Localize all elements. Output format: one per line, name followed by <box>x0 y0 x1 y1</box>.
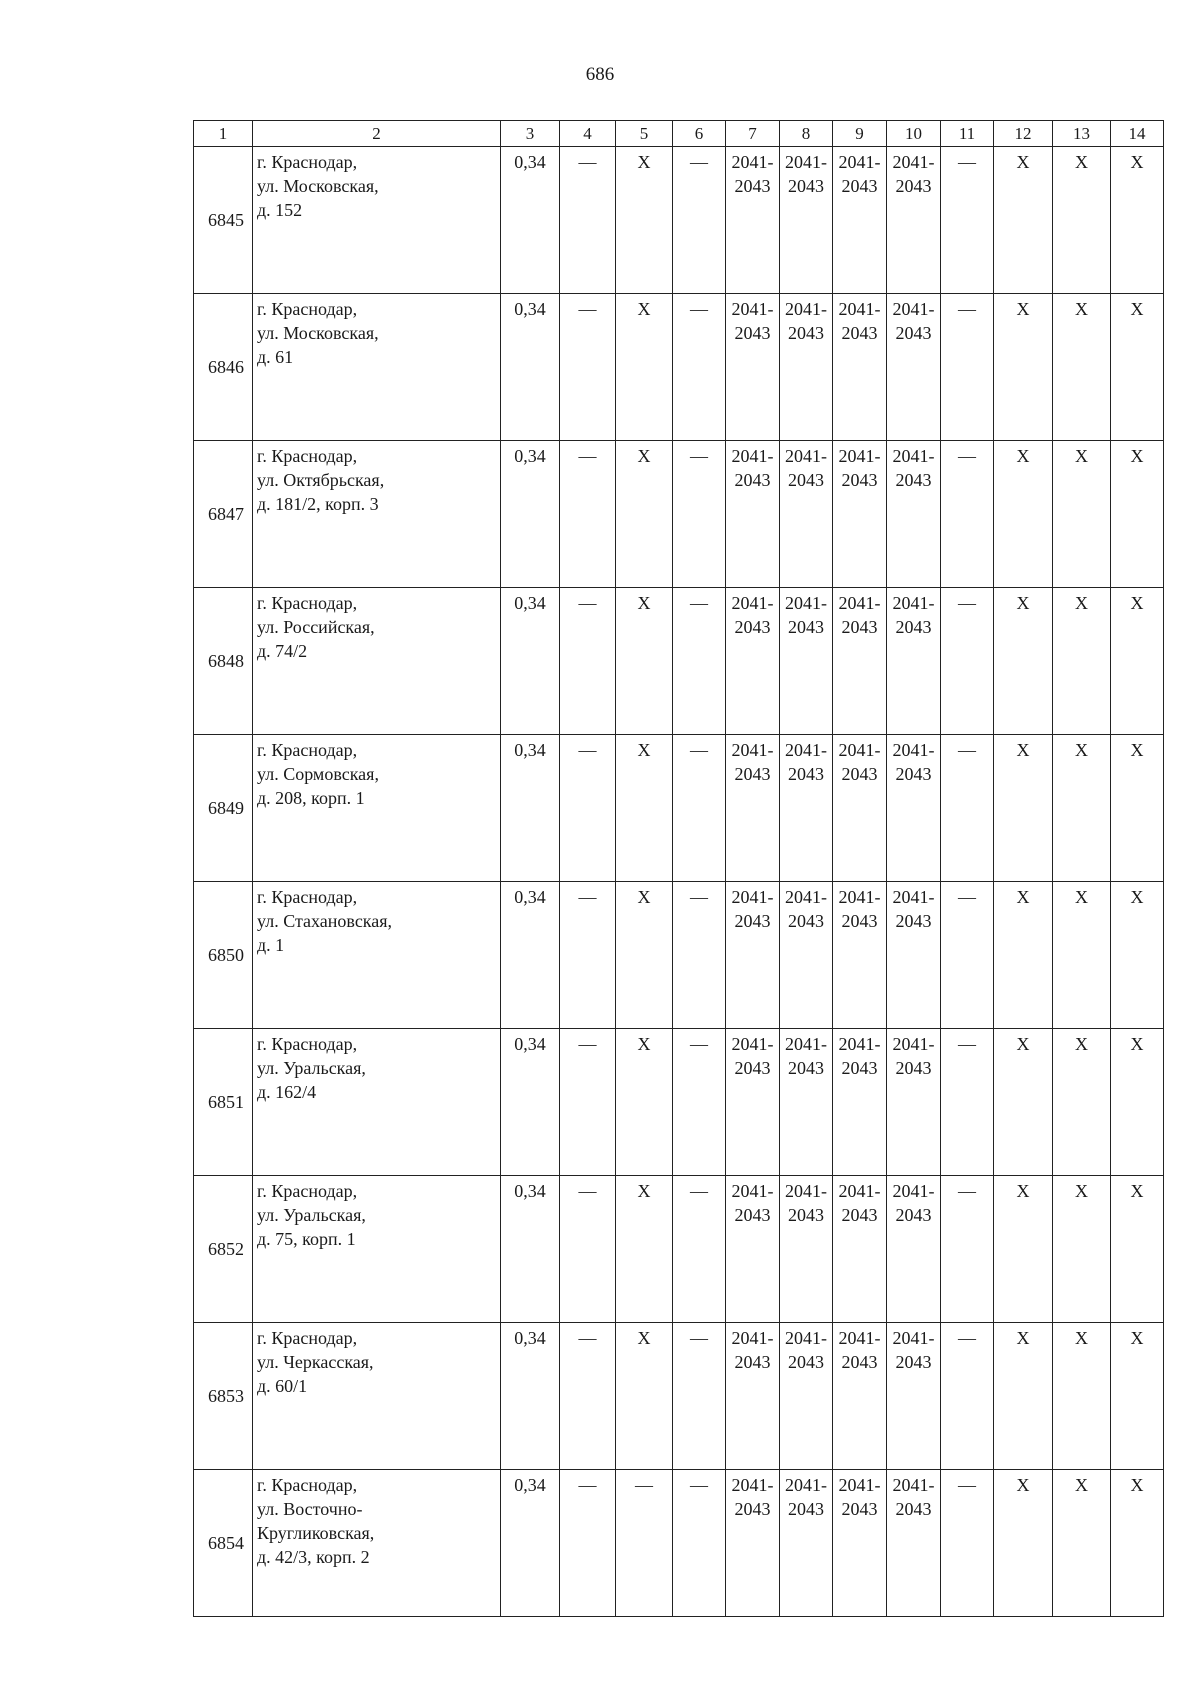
row-number-cell: 6854 <box>194 1470 253 1617</box>
year-start: 2041- <box>731 887 774 907</box>
col12-cell: Х <box>994 1470 1053 1617</box>
year-range-cell <box>726 1029 780 1176</box>
year-start: 2041- <box>731 593 774 613</box>
year-start: 2041- <box>731 1328 774 1348</box>
year-range-cell <box>833 147 887 294</box>
year-end: 2043 <box>734 764 771 784</box>
year-range-cell <box>887 147 941 294</box>
row-number-cell: 6848 <box>194 588 253 735</box>
year-range-cell <box>780 1323 833 1470</box>
column-number-header: 10 <box>887 121 941 147</box>
year-end: 2043 <box>895 1499 932 1519</box>
address-line: д. 1 <box>257 935 285 955</box>
value-cell: 0,34 <box>501 1029 560 1176</box>
year-range-cell <box>726 1176 780 1323</box>
row-number-cell: 6850 <box>194 882 253 1029</box>
year-start: 2041- <box>838 1475 881 1495</box>
year-end: 2043 <box>841 1205 878 1225</box>
address-line: д. 42/3, корп. 2 <box>257 1547 370 1567</box>
table-row <box>194 1323 1164 1470</box>
year-end: 2043 <box>841 1352 878 1372</box>
year-start: 2041- <box>785 152 827 172</box>
year-range-cell <box>887 735 941 882</box>
col5-cell: Х <box>616 441 673 588</box>
value-cell: 0,34 <box>501 147 560 294</box>
col13-cell: Х <box>1053 882 1111 1029</box>
address-line: д. 61 <box>257 347 294 367</box>
year-start: 2041- <box>838 446 881 466</box>
col12-cell: Х <box>994 588 1053 735</box>
year-start: 2041- <box>785 1328 827 1348</box>
year-end: 2043 <box>734 1352 771 1372</box>
address-line: ул. Московская, <box>257 323 379 343</box>
year-range-cell <box>780 588 833 735</box>
year-end: 2043 <box>841 617 878 637</box>
address-line: Кругликовская, <box>257 1523 375 1543</box>
row-number-cell: 6851 <box>194 1029 253 1176</box>
address-cell <box>253 882 501 1029</box>
col5-cell: Х <box>616 1323 673 1470</box>
col14-cell: Х <box>1111 1176 1164 1323</box>
year-range-cell <box>780 441 833 588</box>
row-number-cell: 6852 <box>194 1176 253 1323</box>
col13-cell: Х <box>1053 735 1111 882</box>
year-start: 2041- <box>892 1328 935 1348</box>
col4-cell: — <box>560 1323 616 1470</box>
column-number-header: 12 <box>994 121 1053 147</box>
year-range-cell <box>887 1029 941 1176</box>
address-cell <box>253 294 501 441</box>
year-range-cell <box>726 294 780 441</box>
year-start: 2041- <box>892 1034 935 1054</box>
address-cell <box>253 735 501 882</box>
column-number-header: 3 <box>501 121 560 147</box>
value-cell: 0,34 <box>501 735 560 882</box>
col4-cell: — <box>560 441 616 588</box>
address-line: г. Краснодар, <box>257 887 358 907</box>
year-end: 2043 <box>895 470 932 490</box>
address-line: г. Краснодар, <box>257 299 358 319</box>
address-line: ул. Октябрьская, <box>257 470 385 490</box>
col4-cell: — <box>560 588 616 735</box>
address-line: ул. Уральская, <box>257 1058 366 1078</box>
year-range-cell <box>780 1029 833 1176</box>
col14-cell: Х <box>1111 1029 1164 1176</box>
value-cell: 0,34 <box>501 294 560 441</box>
col6-cell: — <box>673 882 726 1029</box>
col12-cell: Х <box>994 147 1053 294</box>
year-start: 2041- <box>785 1181 827 1201</box>
year-end: 2043 <box>734 1058 771 1078</box>
col4-cell: — <box>560 1176 616 1323</box>
year-start: 2041- <box>892 1181 935 1201</box>
row-number-cell: 6847 <box>194 441 253 588</box>
address-line: г. Краснодар, <box>257 152 358 172</box>
address-line: г. Краснодар, <box>257 1034 358 1054</box>
col13-cell: Х <box>1053 1176 1111 1323</box>
column-number-header: 5 <box>616 121 673 147</box>
table-row <box>194 882 1164 1029</box>
year-start: 2041- <box>785 1475 827 1495</box>
year-start: 2041- <box>785 887 827 907</box>
year-start: 2041- <box>892 446 935 466</box>
col6-cell: — <box>673 588 726 735</box>
year-range-cell <box>833 882 887 1029</box>
year-start: 2041- <box>892 887 935 907</box>
year-end: 2043 <box>841 323 878 343</box>
col14-cell: Х <box>1111 294 1164 441</box>
year-end: 2043 <box>895 764 932 784</box>
year-end: 2043 <box>895 1352 932 1372</box>
year-range-cell <box>780 147 833 294</box>
year-end: 2043 <box>895 176 932 196</box>
address-line: д. 208, корп. 1 <box>257 788 365 808</box>
address-line: д. 75, корп. 1 <box>257 1229 356 1249</box>
row-number-cell: 6846 <box>194 294 253 441</box>
address-line: ул. Уральская, <box>257 1205 366 1225</box>
address-line: ул. Черкасская, <box>257 1352 374 1372</box>
col6-cell: — <box>673 1029 726 1176</box>
year-range-cell <box>726 588 780 735</box>
col14-cell: Х <box>1111 441 1164 588</box>
address-line: д. 74/2 <box>257 641 308 661</box>
year-range-cell <box>726 147 780 294</box>
year-start: 2041- <box>838 1181 881 1201</box>
col11-cell: — <box>941 1323 994 1470</box>
col13-cell: Х <box>1053 588 1111 735</box>
col13-cell: Х <box>1053 294 1111 441</box>
col5-cell: — <box>616 1470 673 1617</box>
address-line: ул. Российская, <box>257 617 375 637</box>
value-cell: 0,34 <box>501 441 560 588</box>
col6-cell: — <box>673 1176 726 1323</box>
col14-cell: Х <box>1111 1470 1164 1617</box>
year-start: 2041- <box>892 740 935 760</box>
column-number-header: 9 <box>833 121 887 147</box>
address-line: д. 152 <box>257 200 303 220</box>
year-end: 2043 <box>788 617 824 637</box>
year-end: 2043 <box>788 470 824 490</box>
year-start: 2041- <box>838 1034 881 1054</box>
table-row <box>194 1176 1164 1323</box>
address-line: г. Краснодар, <box>257 593 358 613</box>
col6-cell: — <box>673 294 726 441</box>
value-cell: 0,34 <box>501 588 560 735</box>
year-range-cell <box>726 1323 780 1470</box>
year-end: 2043 <box>734 617 771 637</box>
col14-cell: Х <box>1111 147 1164 294</box>
year-start: 2041- <box>892 299 935 319</box>
col4-cell: — <box>560 147 616 294</box>
col12-cell: Х <box>994 441 1053 588</box>
col12-cell: Х <box>994 1029 1053 1176</box>
year-end: 2043 <box>841 1058 878 1078</box>
year-start: 2041- <box>731 1181 774 1201</box>
address-cell <box>253 1176 501 1323</box>
column-number-header: 4 <box>560 121 616 147</box>
col5-cell: Х <box>616 1176 673 1323</box>
year-end: 2043 <box>788 764 824 784</box>
column-number-header: 6 <box>673 121 726 147</box>
col14-cell: Х <box>1111 1323 1164 1470</box>
year-start: 2041- <box>838 740 881 760</box>
year-range-cell <box>833 588 887 735</box>
year-range-cell <box>780 1470 833 1617</box>
value-cell: 0,34 <box>501 1323 560 1470</box>
col11-cell: — <box>941 441 994 588</box>
column-number-header: 8 <box>780 121 833 147</box>
col11-cell: — <box>941 588 994 735</box>
col4-cell: — <box>560 882 616 1029</box>
year-end: 2043 <box>895 617 932 637</box>
year-range-cell <box>780 735 833 882</box>
year-start: 2041- <box>785 299 827 319</box>
year-start: 2041- <box>731 740 774 760</box>
year-range-cell <box>887 1176 941 1323</box>
year-range-cell <box>726 882 780 1029</box>
col14-cell: Х <box>1111 588 1164 735</box>
col6-cell: — <box>673 735 726 882</box>
year-range-cell <box>726 441 780 588</box>
address-cell <box>253 441 501 588</box>
col5-cell: Х <box>616 1029 673 1176</box>
col6-cell: — <box>673 1323 726 1470</box>
col12-cell: Х <box>994 1323 1053 1470</box>
year-end: 2043 <box>788 176 824 196</box>
table-body <box>194 121 1164 1617</box>
col11-cell: — <box>941 882 994 1029</box>
column-number-header: 2 <box>253 121 501 147</box>
year-start: 2041- <box>785 593 827 613</box>
col4-cell: — <box>560 1029 616 1176</box>
year-start: 2041- <box>785 446 827 466</box>
col13-cell: Х <box>1053 147 1111 294</box>
year-end: 2043 <box>734 911 771 931</box>
year-range-cell <box>833 735 887 882</box>
year-end: 2043 <box>788 323 824 343</box>
col6-cell: — <box>673 147 726 294</box>
col6-cell: — <box>673 441 726 588</box>
year-end: 2043 <box>895 1058 932 1078</box>
col4-cell: — <box>560 1470 616 1617</box>
col13-cell: Х <box>1053 441 1111 588</box>
row-number-cell: 6849 <box>194 735 253 882</box>
table-row <box>194 441 1164 588</box>
year-start: 2041- <box>838 593 881 613</box>
year-range-cell <box>887 882 941 1029</box>
row-number-cell: 6845 <box>194 147 253 294</box>
address-cell <box>253 147 501 294</box>
year-end: 2043 <box>788 1205 824 1225</box>
year-range-cell <box>833 294 887 441</box>
col5-cell: Х <box>616 294 673 441</box>
year-range-cell <box>887 1323 941 1470</box>
year-range-cell <box>887 588 941 735</box>
year-end: 2043 <box>895 323 932 343</box>
col14-cell: Х <box>1111 882 1164 1029</box>
year-range-cell <box>833 1323 887 1470</box>
address-line: г. Краснодар, <box>257 446 358 466</box>
column-number-header: 14 <box>1111 121 1164 147</box>
col4-cell: — <box>560 294 616 441</box>
table-row <box>194 1470 1164 1617</box>
col5-cell: Х <box>616 735 673 882</box>
address-line: ул. Восточно- <box>257 1499 363 1519</box>
address-cell <box>253 1029 501 1176</box>
address-cell <box>253 588 501 735</box>
col12-cell: Х <box>994 1176 1053 1323</box>
year-start: 2041- <box>892 593 935 613</box>
col12-cell: Х <box>994 882 1053 1029</box>
table-row <box>194 588 1164 735</box>
column-number-header: 1 <box>194 121 253 147</box>
address-line: д. 162/4 <box>257 1082 317 1102</box>
address-line: г. Краснодар, <box>257 1328 358 1348</box>
col12-cell: Х <box>994 294 1053 441</box>
row-number-cell: 6853 <box>194 1323 253 1470</box>
year-start: 2041- <box>892 1475 935 1495</box>
year-range-cell <box>833 1470 887 1617</box>
year-range-cell <box>887 294 941 441</box>
year-range-cell <box>887 441 941 588</box>
col12-cell: Х <box>994 735 1053 882</box>
year-start: 2041- <box>731 1034 774 1054</box>
column-number-header: 11 <box>941 121 994 147</box>
col4-cell: — <box>560 735 616 882</box>
registry-table <box>193 120 1164 1617</box>
year-range-cell <box>726 735 780 882</box>
year-end: 2043 <box>734 1499 771 1519</box>
year-end: 2043 <box>841 176 878 196</box>
year-end: 2043 <box>841 764 878 784</box>
value-cell: 0,34 <box>501 882 560 1029</box>
address-line: д. 181/2, корп. 3 <box>257 494 379 514</box>
address-line: г. Краснодар, <box>257 1475 358 1495</box>
col11-cell: — <box>941 147 994 294</box>
year-start: 2041- <box>838 887 881 907</box>
table-row <box>194 1029 1164 1176</box>
col11-cell: — <box>941 735 994 882</box>
year-end: 2043 <box>734 176 771 196</box>
address-line: ул. Сормовская, <box>257 764 379 784</box>
address-cell <box>253 1470 501 1617</box>
year-start: 2041- <box>731 299 774 319</box>
address-line: ул. Московская, <box>257 176 379 196</box>
value-cell: 0,34 <box>501 1176 560 1323</box>
year-start: 2041- <box>838 152 881 172</box>
value-cell: 0,34 <box>501 1470 560 1617</box>
page-number: 686 <box>585 64 615 85</box>
year-end: 2043 <box>788 1499 824 1519</box>
col11-cell: — <box>941 294 994 441</box>
column-number-row <box>194 121 1164 147</box>
year-start: 2041- <box>731 446 774 466</box>
year-range-cell <box>726 1470 780 1617</box>
address-cell <box>253 1323 501 1470</box>
col11-cell: — <box>941 1470 994 1617</box>
column-number-header: 13 <box>1053 121 1111 147</box>
col13-cell: Х <box>1053 1470 1111 1617</box>
year-start: 2041- <box>785 1034 827 1054</box>
col5-cell: Х <box>616 882 673 1029</box>
col11-cell: — <box>941 1029 994 1176</box>
year-range-cell <box>780 882 833 1029</box>
col6-cell: — <box>673 1470 726 1617</box>
col11-cell: — <box>941 1176 994 1323</box>
year-end: 2043 <box>734 470 771 490</box>
year-end: 2043 <box>788 1352 824 1372</box>
year-end: 2043 <box>841 470 878 490</box>
year-start: 2041- <box>838 1328 881 1348</box>
address-line: д. 60/1 <box>257 1376 308 1396</box>
col5-cell: Х <box>616 588 673 735</box>
column-number-header: 7 <box>726 121 780 147</box>
year-range-cell <box>833 441 887 588</box>
year-start: 2041- <box>892 152 935 172</box>
year-range-cell <box>887 1470 941 1617</box>
year-start: 2041- <box>731 1475 774 1495</box>
year-range-cell <box>780 1176 833 1323</box>
table-row <box>194 147 1164 294</box>
year-end: 2043 <box>895 1205 932 1225</box>
col14-cell: Х <box>1111 735 1164 882</box>
year-end: 2043 <box>734 1205 771 1225</box>
col13-cell: Х <box>1053 1323 1111 1470</box>
address-line: г. Краснодар, <box>257 740 358 760</box>
table-row <box>194 735 1164 882</box>
table-row <box>194 294 1164 441</box>
year-end: 2043 <box>788 1058 824 1078</box>
year-start: 2041- <box>785 740 827 760</box>
year-start: 2041- <box>838 299 881 319</box>
col5-cell: Х <box>616 147 673 294</box>
year-start: 2041- <box>731 152 774 172</box>
year-range-cell <box>833 1176 887 1323</box>
year-end: 2043 <box>841 1499 878 1519</box>
year-range-cell <box>780 294 833 441</box>
year-end: 2043 <box>895 911 932 931</box>
year-range-cell <box>833 1029 887 1176</box>
address-line: г. Краснодар, <box>257 1181 358 1201</box>
year-end: 2043 <box>788 911 824 931</box>
address-line: ул. Стахановская, <box>257 911 393 931</box>
col13-cell: Х <box>1053 1029 1111 1176</box>
year-end: 2043 <box>841 911 878 931</box>
year-end: 2043 <box>734 323 771 343</box>
